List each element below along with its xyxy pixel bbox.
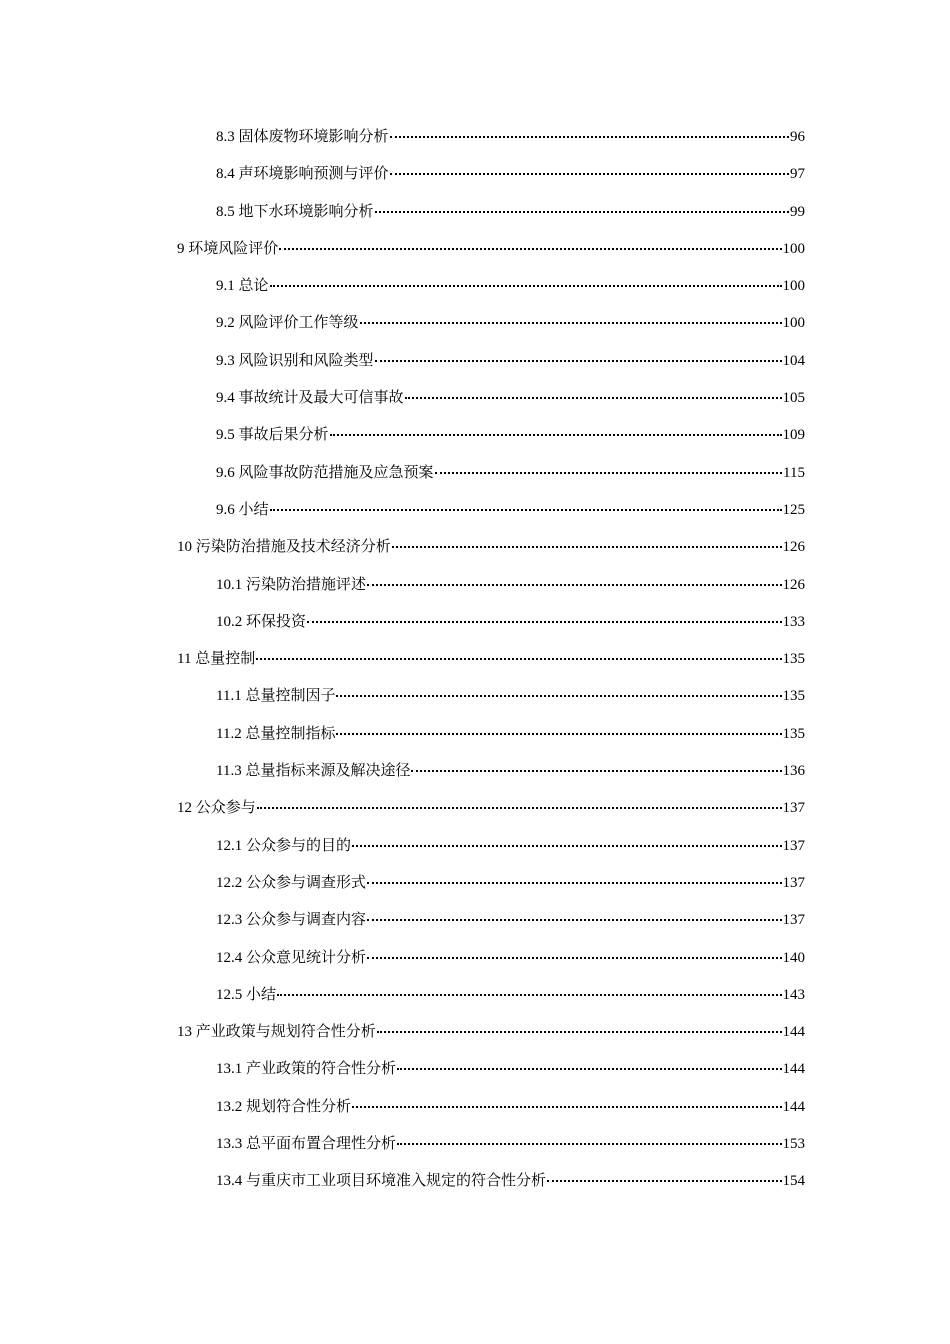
toc-entry[interactable]	[216, 161, 805, 198]
toc-dot-leader	[397, 1068, 781, 1070]
toc-page-number: 97	[790, 166, 805, 183]
toc-entry-title: 11.2 总量控制指标	[216, 725, 336, 742]
toc-dot-leader	[336, 695, 781, 697]
toc-entry[interactable]	[216, 1094, 805, 1131]
toc-page-number: 96	[790, 129, 805, 145]
toc-chapter-entry[interactable]	[177, 646, 805, 683]
toc-entry-title: 9.2 风险评价工作等级	[216, 315, 359, 332]
table-of-contents	[0, 124, 950, 1206]
toc-page-number: 144	[782, 1061, 805, 1078]
toc-page-number: 137	[782, 874, 805, 891]
toc-entry[interactable]	[216, 348, 805, 385]
toc-dot-leader	[352, 845, 781, 847]
toc-page-number: 104	[782, 352, 805, 369]
toc-dot-leader	[360, 322, 782, 324]
toc-page-number: 153	[782, 1136, 805, 1153]
toc-entry-title: 12.4 公众意见统计分析	[216, 949, 367, 966]
toc-dot-leader	[279, 248, 781, 250]
toc-dot-leader	[367, 957, 781, 959]
toc-page-number: 144	[782, 1098, 805, 1115]
toc-dot-leader	[367, 584, 781, 586]
toc-entry-title: 12.1 公众参与的目的	[216, 837, 352, 854]
toc-page-number: 126	[782, 576, 805, 593]
toc-dot-leader	[367, 919, 781, 921]
toc-entry-title: 10.1 污染防治措施评述	[216, 576, 367, 593]
toc-entry-title: 8.4 声环境影响预测与评价	[216, 166, 389, 183]
toc-page-number: 100	[782, 240, 805, 257]
toc-entry-title: 11 总量控制	[177, 651, 256, 668]
toc-entry[interactable]	[216, 683, 805, 720]
toc-entry[interactable]	[216, 833, 805, 870]
toc-page-number: 135	[782, 651, 805, 668]
toc-chapter-entry[interactable]	[177, 1019, 805, 1056]
toc-page-number: 137	[782, 837, 805, 854]
toc-entry[interactable]	[216, 460, 805, 497]
toc-dot-leader	[367, 882, 781, 884]
toc-dot-leader	[390, 136, 789, 138]
toc-dot-leader	[547, 1180, 781, 1182]
toc-entry[interactable]	[216, 1168, 805, 1205]
toc-page-number: 144	[782, 1024, 805, 1041]
toc-entry-title: 9.1 总论	[216, 278, 269, 295]
toc-page-number: 109	[782, 427, 805, 444]
toc-entry[interactable]	[216, 1056, 805, 1093]
toc-page-number: 100	[782, 278, 805, 295]
toc-entry-title: 10 污染防治措施及技术经济分析	[177, 539, 391, 556]
toc-entry[interactable]	[216, 422, 805, 459]
toc-dot-leader	[270, 509, 782, 511]
toc-dot-leader	[330, 434, 782, 436]
toc-page-number: 105	[782, 390, 805, 407]
toc-page-number: 135	[782, 725, 805, 742]
toc-entry-title: 13.2 规划符合性分析	[216, 1098, 352, 1115]
toc-chapter-entry[interactable]	[177, 236, 805, 273]
toc-dot-leader	[256, 658, 781, 660]
toc-dot-leader	[405, 397, 782, 399]
toc-dot-leader	[270, 285, 782, 287]
toc-page-number: 143	[782, 986, 805, 1003]
toc-page-number: 99	[790, 203, 805, 220]
toc-entry-title: 8.3 固体废物环境影响分析	[216, 129, 389, 145]
toc-dot-leader	[411, 770, 781, 772]
toc-entry[interactable]	[216, 982, 805, 1019]
toc-entry[interactable]	[216, 199, 805, 236]
toc-dot-leader	[336, 733, 781, 735]
toc-entry[interactable]	[216, 758, 805, 795]
toc-entry[interactable]	[216, 310, 805, 347]
toc-entry[interactable]	[216, 721, 805, 758]
toc-entry-title: 9.6 风险事故防范措施及应急预案	[216, 464, 434, 481]
toc-entry-title: 11.3 总量指标来源及解决途径	[216, 763, 411, 780]
toc-page-number: 126	[782, 539, 805, 556]
toc-entry-title: 12.2 公众参与调查形式	[216, 874, 367, 891]
toc-entry[interactable]	[216, 124, 805, 161]
toc-page-number: 140	[782, 949, 805, 966]
toc-dot-leader	[375, 211, 789, 213]
toc-dot-leader	[352, 1106, 781, 1108]
toc-entry-title: 9.5 事故后果分析	[216, 427, 329, 444]
toc-page-number: 135	[782, 688, 805, 705]
toc-page-number: 133	[782, 613, 805, 630]
toc-dot-leader	[307, 621, 781, 623]
toc-page-number: 137	[782, 912, 805, 929]
toc-page-number: 136	[782, 763, 805, 780]
toc-entry-title: 13.1 产业政策的符合性分析	[216, 1061, 397, 1078]
toc-page-number: 154	[782, 1173, 805, 1190]
toc-dot-leader	[277, 994, 781, 996]
toc-entry[interactable]	[216, 497, 805, 534]
toc-dot-leader	[377, 1031, 782, 1033]
toc-entry-title: 13.4 与重庆市工业项目环境准入规定的符合性分析	[216, 1173, 547, 1190]
toc-entry-title: 9 环境风险评价	[177, 240, 279, 257]
toc-entry[interactable]	[216, 273, 805, 310]
toc-chapter-entry[interactable]	[177, 795, 805, 832]
toc-entry[interactable]	[216, 385, 805, 422]
toc-entry-title: 9.6 小结	[216, 501, 269, 518]
toc-entry-title: 10.2 环保投资	[216, 613, 307, 630]
toc-entry[interactable]	[216, 609, 805, 646]
toc-entry-title: 13 产业政策与规划符合性分析	[177, 1024, 376, 1041]
toc-page-number: 100	[782, 315, 805, 332]
toc-dot-leader	[392, 546, 782, 548]
toc-entry[interactable]	[216, 572, 805, 609]
toc-dot-leader	[375, 360, 782, 362]
toc-page-number: 137	[782, 800, 805, 817]
toc-entry-title: 12.3 公众参与调查内容	[216, 912, 367, 929]
toc-dot-leader	[390, 173, 789, 175]
toc-entry-title: 11.1 总量控制因子	[216, 688, 336, 705]
toc-entry-title: 9.3 风险识别和风险类型	[216, 352, 374, 369]
toc-entry[interactable]	[216, 1131, 805, 1168]
toc-entry-title: 13.3 总平面布置合理性分析	[216, 1136, 397, 1153]
toc-entry-title: 8.5 地下水环境影响分析	[216, 203, 374, 220]
toc-chapter-entry[interactable]	[177, 534, 805, 571]
toc-page-number: 115	[783, 464, 805, 481]
toc-entry-title: 9.4 事故统计及最大可信事故	[216, 390, 404, 407]
toc-dot-leader	[397, 1143, 781, 1145]
toc-entry[interactable]	[216, 907, 805, 944]
toc-entry[interactable]	[216, 870, 805, 907]
toc-dot-leader	[435, 472, 783, 474]
toc-entry-title: 12 公众参与	[177, 800, 256, 817]
toc-entry-title: 12.5 小结	[216, 986, 277, 1003]
toc-dot-leader	[257, 807, 782, 809]
toc-entry[interactable]	[216, 945, 805, 982]
toc-page-number: 125	[782, 501, 805, 518]
